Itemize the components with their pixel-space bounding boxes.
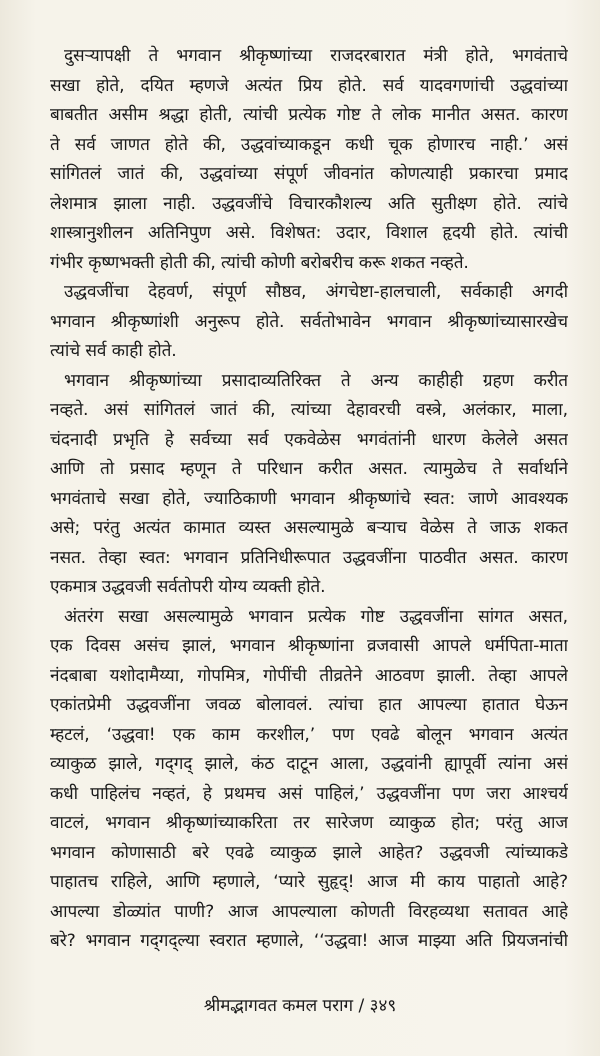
- text-line: त्यांचे सर्व काही होते.: [50, 341, 177, 361]
- page-body: [50, 42, 568, 957]
- text-line: आपल्या डोळ्यांत पाणी? आज आपल्याला कोणती विरहव्यथा सतावत आहे: [50, 901, 568, 922]
- text-line: एकमात्र उद्धवजी सर्वतोपरी योग्य व्यक्ती होते.: [50, 577, 326, 597]
- text-line: उद्धवजींचा देहवर्ण, संपूर्ण सौष्ठव, अंगचेष्टा-हालचाली, सर्वकाही अगदी: [64, 282, 568, 302]
- page-footer: श्रीमद्भागवत कमल पराग / ३४९: [203, 996, 397, 1016]
- text-line: भगवान श्रीकृष्णांशी अनुरूप होते. सर्वतोभावेन भगवान श्रीकृष्णांच्यासारखेच: [50, 311, 568, 332]
- text-line: शास्त्रानुशीलन अतिनिपुण असे. विशेषत: उदार, विशाल हृदयी होते. त्यांची: [50, 223, 568, 243]
- text-line: गंभीर कृष्णभक्ती होती की, त्यांची कोणी बरोबरीच करू शकत नव्हते.: [50, 252, 469, 273]
- text-line: भगवान श्रीकृष्णांच्या प्रसादाव्यतिरिक्त ते अन्य काहीही ग्रहण करीत: [64, 370, 568, 391]
- text-line: एकांतप्रेमी उद्धवजींना जवळ बोलावलं. त्यांचा हात आपल्या हातात घेऊन: [50, 695, 568, 715]
- text-line: असे; परंतु अत्यंत कामात व्यस्त असल्यामुळे बऱ्याच वेळेस ते जाऊ शकत: [50, 518, 568, 538]
- text-line: दुसऱ्यापक्षी ते भगवान श्रीकृष्णांच्या राजदरबारात मंत्री होते, भगवंताचे: [64, 46, 568, 66]
- text-line: आणि तो प्रसाद म्हणून ते परिधान करीत असत. त्यामुळेच ते सर्वार्थाने: [50, 459, 568, 479]
- text-line: भगवान कोणासाठी बरे एवढे व्याकुळ झाले आहेत? उद्धवजी त्यांच्याकडे: [50, 842, 568, 863]
- text-line: व्याकुळ झाले, गद्‌गद् झाले, कंठ दाटून आला, उद्धवांनी ह्यापूर्वी त्यांना असं: [50, 754, 568, 774]
- text-line: सखा होते, दयित म्हणजे अत्यंत प्रिय होते. सर्व यादवगणांची उद्धवांच्या: [50, 75, 568, 96]
- text-line: पाहातच राहिले, आणि म्हणाले, ‘प्यारे सुहृद्! आज मी काय पाहातो आहे?: [50, 872, 568, 892]
- text-line: भगवंताचे सखा होते, ज्याठिकाणी भगवान श्रीकृष्णांचे स्वत: जाणे आवश्यक: [50, 488, 568, 509]
- text-line: वाटलं, भगवान श्रीकृष्णांच्याकरिता तर सारेजण व्याकुळ होत; परंतु आज: [50, 813, 568, 833]
- text-line: ते सर्व जाणत होते की, उद्धवांच्याकडून कधी चूक होणारच नाही.’ असं: [50, 134, 568, 155]
- text-line: लेशमात्र झाला नाही. उद्धवजींचे विचारकौशल्य अति सुतीक्ष्ण होते. त्यांचे: [50, 193, 568, 214]
- text-line: एक दिवस असंच झालं, भगवान श्रीकृष्णांना व्रजवासी आपले धर्मपिता-माता: [50, 636, 568, 656]
- text-line: नव्हते. असं सांगितलं जातं की, त्यांच्या देहावरची वस्त्रे, अलंकार, माला,: [50, 400, 568, 420]
- text-line: बाबतीत असीम श्रद्धा होती, त्यांची प्रत्येक गोष्ट ते लोक मानीत असत. कारण: [50, 105, 568, 125]
- text-line: चंदनादी प्रभृति हे सर्वच्या सर्व एकवेळेस भगवंतांनी धारण केलेले असत: [50, 429, 568, 450]
- text-line: नसत. तेव्हा स्वत: भगवान प्रतिनिधीरूपात उद्धवजींना पाठवीत असत. कारण: [50, 547, 568, 568]
- text-line: म्हटलं, ‘उद्धवा! एक काम करशील,’ पण एवढे बोलून भगवान अत्यंत: [50, 724, 568, 745]
- text-line: कधी पाहिलंच नव्हतं, हे प्रथमच असं पाहिलं,’ उद्धवजींना पण जरा आश्चर्य: [50, 783, 568, 804]
- text-line: अंतरंग सखा असल्यामुळे भगवान प्रत्येक गोष्ट उद्धवजींना सांगत असत,: [64, 606, 568, 627]
- text-line: सांगितलं जातं की, उद्धवांच्या संपूर्ण जीवनांत कोणत्याही प्रकारचा प्रमाद: [50, 164, 568, 184]
- text-line: बरे? भगवान गद्‌गद्‌ल्या स्वरात म्हणाले, ‘‘उद्धवा! आज माझ्या अति प्रियजनांची: [50, 931, 568, 951]
- text-line: नंदबाबा यशोदामैय्या, गोपमित्र, गोपींची तीव्रतेने आठवण झाली. तेव्हा आपले: [50, 665, 568, 686]
